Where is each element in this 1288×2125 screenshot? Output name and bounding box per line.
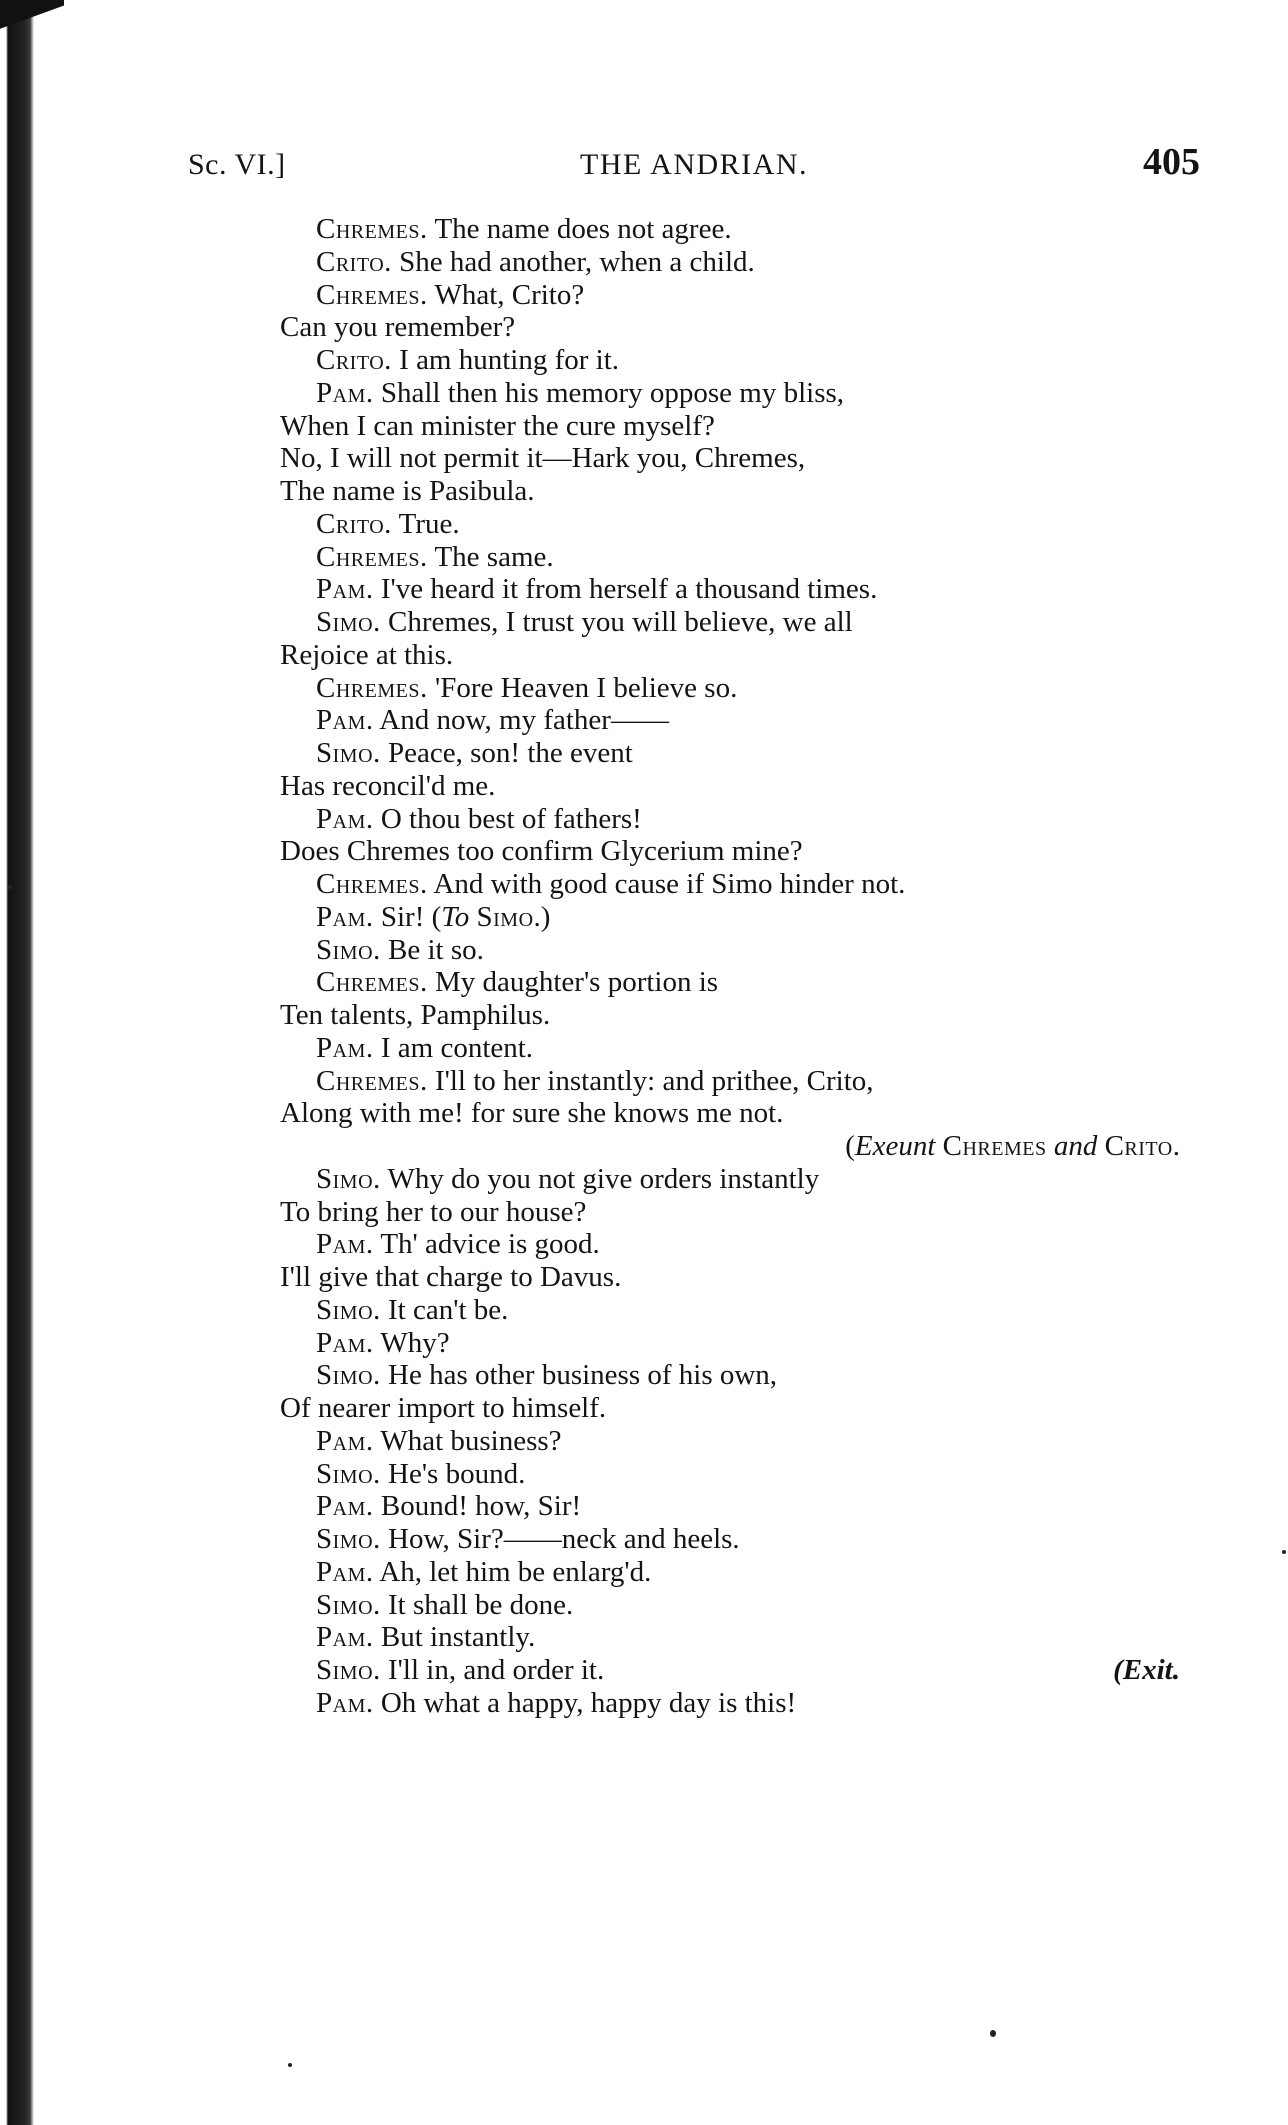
stage-name: Chremes — [942, 1130, 1047, 1162]
dialogue-line — [280, 246, 1180, 279]
speaker-name: Simo. — [316, 933, 381, 966]
speaker-name: Pam. — [316, 1490, 374, 1523]
speech-text: True. — [398, 507, 460, 540]
exit-cue: (Exit. — [1113, 1654, 1180, 1686]
speaker-name: Simo. — [316, 1523, 381, 1555]
dialogue-line — [280, 279, 1180, 312]
dialogue-line — [280, 999, 1180, 1032]
dialogue-line — [280, 1261, 1180, 1294]
speaker-name: Pam. — [316, 1424, 374, 1457]
dialogue-line — [280, 934, 1180, 967]
scene-marker: Sc. VI.] — [188, 148, 286, 181]
speaker-name: Chremes. — [316, 966, 428, 999]
page-number: 405 — [1143, 141, 1200, 183]
dialogue-line — [280, 410, 1180, 443]
dialogue-line — [280, 311, 1180, 344]
speaker-name: Pam. — [316, 1326, 374, 1359]
dialogue-line — [280, 377, 1180, 410]
dialogue-line — [280, 1065, 1180, 1098]
speech-text: Sir! — [380, 900, 425, 933]
speech-text: Of nearer import to himself. — [280, 1392, 607, 1424]
dialogue-line — [280, 868, 1180, 901]
speech-text: Why? — [380, 1326, 450, 1359]
stage-verb: Exeunt — [854, 1130, 936, 1162]
speech-text: I'll in, and order it. — [388, 1654, 605, 1686]
dialogue-line — [280, 442, 1180, 475]
print-speck — [288, 2063, 292, 2067]
book-binding-edge — [0, 0, 46, 2125]
dialogue-line — [280, 1392, 1180, 1425]
speaker-name: Chremes. — [316, 671, 428, 704]
speaker-name: Crito. — [316, 344, 392, 376]
speaker-name: Chremes. — [316, 540, 428, 573]
speaker-name: Pam. — [316, 376, 374, 409]
speech-text: And now, my father—— — [379, 704, 669, 737]
speech-text: He's bound. — [388, 1457, 526, 1490]
dialogue-line — [280, 704, 1180, 737]
speech-text: What business? — [380, 1424, 562, 1457]
speech-text: Th' advice is good. — [380, 1228, 600, 1261]
dialogue-line — [280, 344, 1180, 377]
speech-text: What, Crito? — [434, 278, 585, 311]
speech-text: Does Chremes too confirm Glycerium mine? — [280, 835, 803, 868]
print-speck — [1282, 1550, 1286, 1554]
speech-text: 'Fore Heaven I believe so. — [434, 671, 738, 704]
print-speck — [8, 885, 12, 889]
speech-text: I am content. — [380, 1031, 534, 1064]
speech-text: Chremes, I trust you will believe, we all — [388, 606, 853, 638]
speaker-name: Simo. — [316, 1654, 381, 1686]
dialogue-line — [280, 835, 1180, 868]
speech-text: He has other business of his own, — [388, 1359, 778, 1392]
speech-text: Ah, let him be enlarg'd. — [379, 1555, 652, 1588]
dialogue-line — [280, 737, 1180, 770]
speech-text: Bound! how, Sir! — [380, 1490, 582, 1523]
speech-text: Rejoice at this. — [280, 638, 454, 671]
binding-corner — [0, 0, 64, 40]
speaker-name: Simo. — [316, 1293, 381, 1326]
speech-text: When I can minister the cure myself? — [280, 409, 715, 442]
speech-text: Peace, son! the event — [388, 737, 633, 769]
speech-text: And with good cause if Simo hinder not. — [433, 868, 906, 900]
speaker-name: Pam. — [316, 802, 374, 835]
dialogue-line — [280, 1163, 1180, 1196]
speaker-name: Pam. — [316, 573, 374, 606]
dialogue-line — [280, 1425, 1180, 1458]
speaker-name: Chremes. — [316, 213, 428, 245]
speech-text: The name does not agree. — [434, 213, 732, 245]
speech-text: I've heard it from herself a thousand times. — [380, 573, 878, 606]
dialogue-line — [280, 1687, 1180, 1720]
direction-close: .) — [533, 900, 551, 933]
speech-text: But instantly. — [380, 1621, 536, 1654]
speech-text: I am hunting for it. — [399, 344, 620, 376]
speech-text: Ten talents, Pamphilus. — [280, 999, 551, 1031]
speech-text: Be it so. — [388, 933, 484, 966]
speech-text: Has reconcil'd me. — [280, 769, 496, 802]
speaker-name: Pam. — [316, 1228, 374, 1261]
dialogue-line — [280, 1228, 1180, 1261]
dialogue-line — [280, 1359, 1180, 1392]
speech-text: Can you remember? — [280, 311, 516, 344]
dialogue-line — [280, 213, 1180, 246]
dialogue-line — [280, 475, 1180, 508]
dialogue-line — [280, 639, 1180, 672]
speech-text: It can't be. — [388, 1293, 509, 1326]
dialogue-line — [280, 1032, 1180, 1065]
dialogue-line — [280, 1327, 1180, 1360]
speaker-name: Chremes. — [316, 868, 428, 900]
dialogue-line — [280, 1294, 1180, 1327]
speech-text: To bring her to our house? — [280, 1195, 587, 1228]
speech-text: Oh what a happy, happy day is this! — [380, 1686, 797, 1719]
speaker-name: Pam. — [316, 1555, 374, 1588]
speech-text: How, Sir?——neck and heels. — [388, 1523, 740, 1555]
stage-name: Crito — [1104, 1130, 1173, 1162]
speech-text: Shall then his memory oppose my bliss, — [380, 376, 845, 409]
print-speck — [990, 2030, 996, 2037]
speech-text: The name is Pasibula. — [280, 475, 535, 507]
speaker-name: Simo. — [316, 1162, 381, 1195]
speaker-name: Chremes. — [316, 1064, 428, 1097]
dialogue-line — [280, 966, 1180, 999]
dialogue-line — [280, 1458, 1180, 1491]
direction-paren: ( — [431, 900, 442, 933]
dialogue-line — [280, 1490, 1180, 1523]
speaker-name: Pam. — [316, 1621, 374, 1654]
speaker-name: Simo. — [316, 737, 381, 769]
dialogue-line — [280, 573, 1180, 606]
running-header — [188, 140, 1200, 200]
speech-text: It shall be done. — [388, 1588, 574, 1621]
dialogue-line — [280, 541, 1180, 574]
dialogue-line — [280, 1097, 1180, 1130]
speaker-name: Pam. — [316, 900, 374, 933]
dialogue-line — [280, 1523, 1180, 1556]
speaker-name: Crito. — [316, 507, 392, 540]
dialogue-line — [280, 1621, 1180, 1654]
speaker-name: Pam. — [316, 1031, 374, 1064]
dialogue-line — [280, 1556, 1180, 1589]
dialogue-line — [280, 901, 1180, 934]
dialogue-line — [280, 606, 1180, 639]
speaker-name: Chremes. — [316, 278, 428, 311]
speaker-name: Simo. — [316, 1359, 381, 1392]
speech-text: Why do you not give orders instantly — [387, 1162, 820, 1195]
speech-text: The same. — [434, 540, 554, 573]
stage-close: . — [1172, 1130, 1180, 1162]
direction-name: Simo — [476, 900, 534, 933]
speech-text: O thou best of fathers! — [380, 802, 642, 835]
speech-text: No, I will not permit it—Hark you, Chremes, — [280, 442, 806, 475]
speech-text: I'll give that charge to Davus. — [280, 1261, 622, 1293]
speech-text: I'll to her instantly: and prithee, Crito, — [434, 1064, 874, 1097]
speaker-name: Pam. — [316, 1686, 374, 1719]
dialogue-line — [280, 1654, 1180, 1687]
speaker-name: Crito. — [316, 245, 392, 278]
speech-text: She had another, when a child. — [399, 245, 755, 278]
speaker-name: Simo. — [316, 1588, 381, 1621]
dialogue-line — [280, 1589, 1180, 1622]
dialogue-line — [280, 508, 1180, 541]
stage-conj: and — [1053, 1130, 1098, 1162]
dialogue-line — [280, 770, 1180, 803]
stage-direction — [280, 1130, 1180, 1163]
dialogue-line — [280, 1196, 1180, 1229]
speaker-name: Pam. — [316, 704, 374, 737]
speaker-name: Simo. — [316, 1457, 381, 1490]
dialogue-line — [280, 803, 1180, 836]
dialogue-line — [280, 672, 1180, 705]
speaker-name: Simo. — [316, 606, 381, 638]
play-text — [280, 213, 1180, 1720]
stage-paren: ( — [845, 1130, 855, 1162]
running-title: THE ANDRIAN. — [580, 148, 808, 181]
direction-word: To — [441, 900, 470, 933]
speech-text: Along with me! for sure she knows me not. — [280, 1097, 784, 1130]
speech-text: My daughter's portion is — [434, 966, 719, 999]
